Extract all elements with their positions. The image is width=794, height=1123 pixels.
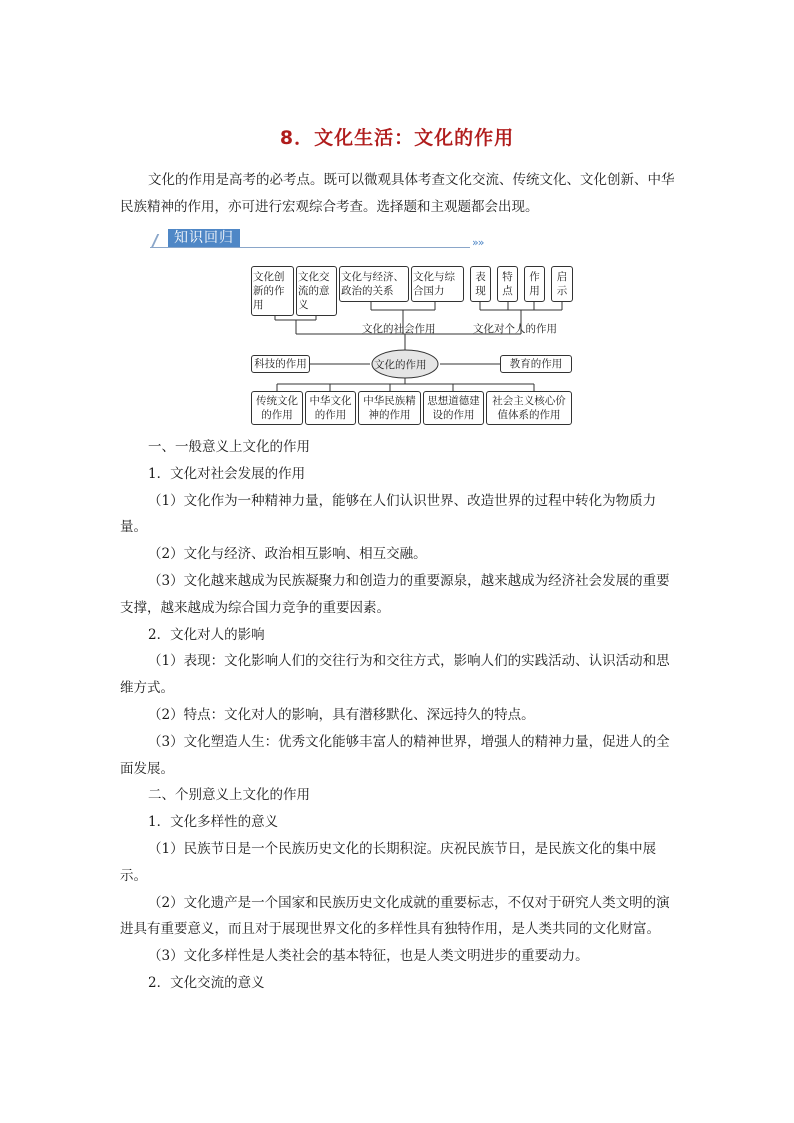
subheading-cultural-diversity: 1．文化多样性的意义 — [148, 814, 279, 831]
paragraph: （1）表现：文化影响人们的交往行为和交往方式，影响人们的实践活动、认识活动和思维方式。 — [120, 653, 670, 697]
paragraph: （3）文化越来越成为民族凝聚力和创造力的重要源泉，越来越成为经济社会发展的重要支撑，越来越成为综合国力竞争的重要因素。 — [120, 572, 670, 616]
paragraph: （3）文化塑造人生：优秀文化能够丰富人的精神世界，增强人的精神力量，促进人的全面发展。 — [120, 733, 670, 777]
diagram-box-enlightenment: 启示 — [551, 266, 573, 302]
diagram-box-manifestation: 表现 — [470, 266, 491, 302]
diagram-center-node: 文化的作用 — [374, 359, 427, 371]
section-header — [150, 228, 485, 252]
paragraph: （1）民族节日是一个民族历史文化的长期积淀。庆祝民族节日，是民族文化的集中展示。 — [120, 840, 657, 884]
paragraph: （3）文化多样性是人类社会的基本特征，也是人类文明进步的重要动力。 — [148, 948, 589, 965]
slash-decoration — [151, 234, 160, 248]
header-rule — [150, 247, 470, 248]
diagram-box-features: 特点 — [497, 266, 518, 302]
diagram-box-education: 教育的作用 — [500, 355, 572, 373]
section-badge: 知识回归 — [168, 229, 240, 247]
subheading-social-development: 1．文化对社会发展的作用 — [148, 465, 306, 482]
heading-specific-meaning: 二、个别意义上文化的作用 — [148, 787, 310, 804]
diagram-box-traditional-culture: 传统文化的作用 — [251, 391, 303, 425]
diagram-box-national-power: 文化与综合国力 — [411, 266, 464, 302]
diagram-box-chinese-culture: 中华文化的作用 — [305, 391, 356, 425]
paragraph: （2）文化与经济、政治相互影响、相互交融。 — [148, 546, 427, 563]
double-chevron-icon: »» — [472, 236, 484, 249]
paragraph: （1）文化作为一种精神力量，能够在人们认识世界、改造世界的过程中转化为物质力量。 — [120, 492, 657, 536]
body-content — [120, 434, 676, 997]
diagram-box-national-spirit: 中华民族精神的作用 — [358, 391, 421, 425]
diagram-box-economy-politics: 文化与经济、政治的关系 — [339, 266, 409, 302]
intro-text: 文化的作用是高考的必考点。既可以微观具体考查文化交流、传统文化、文化创新、中华民族精神的作用，亦可进行宏观综合考查。选择题和主观题都会出现。 — [120, 172, 675, 215]
diagram-box-moral-construction: 思想道德建设的作用 — [423, 391, 484, 425]
heading-general-meaning: 一、一般意义上文化的作用 — [148, 439, 310, 455]
diagram-box-function: 作用 — [524, 266, 545, 302]
diagram-box-technology: 科技的作用 — [251, 355, 310, 373]
subheading-influence-on-people: 2．文化对人的影响 — [148, 626, 265, 643]
label-individual-function: 文化对个人的作用 — [473, 323, 557, 335]
paragraph: （2）文化遗产是一个国家和民族历史文化成就的重要标志，不仅对于研究人类文明的演进具有重要意义，而且对于展现世界文化的多样性具有独特作用，是人类共同的文化财富。 — [120, 894, 670, 938]
intro-paragraph — [120, 167, 676, 221]
diagram-box-cultural-exchange: 文化交流的意义 — [296, 266, 337, 316]
concept-diagram — [240, 260, 580, 432]
subheading-cultural-exchange: 2．文化交流的意义 — [148, 974, 265, 991]
diagram-box-culture-innovation: 文化创新的作用 — [251, 266, 294, 316]
paragraph: （2）特点：文化对人的影响，具有潜移默化、深远持久的特点。 — [148, 706, 535, 723]
diagram-box-core-values: 社会主义核心价值体系的作用 — [486, 391, 572, 425]
label-social-function: 文化的社会作用 — [362, 323, 436, 335]
page-title: 8．文化生活：文化的作用 — [279, 127, 515, 149]
